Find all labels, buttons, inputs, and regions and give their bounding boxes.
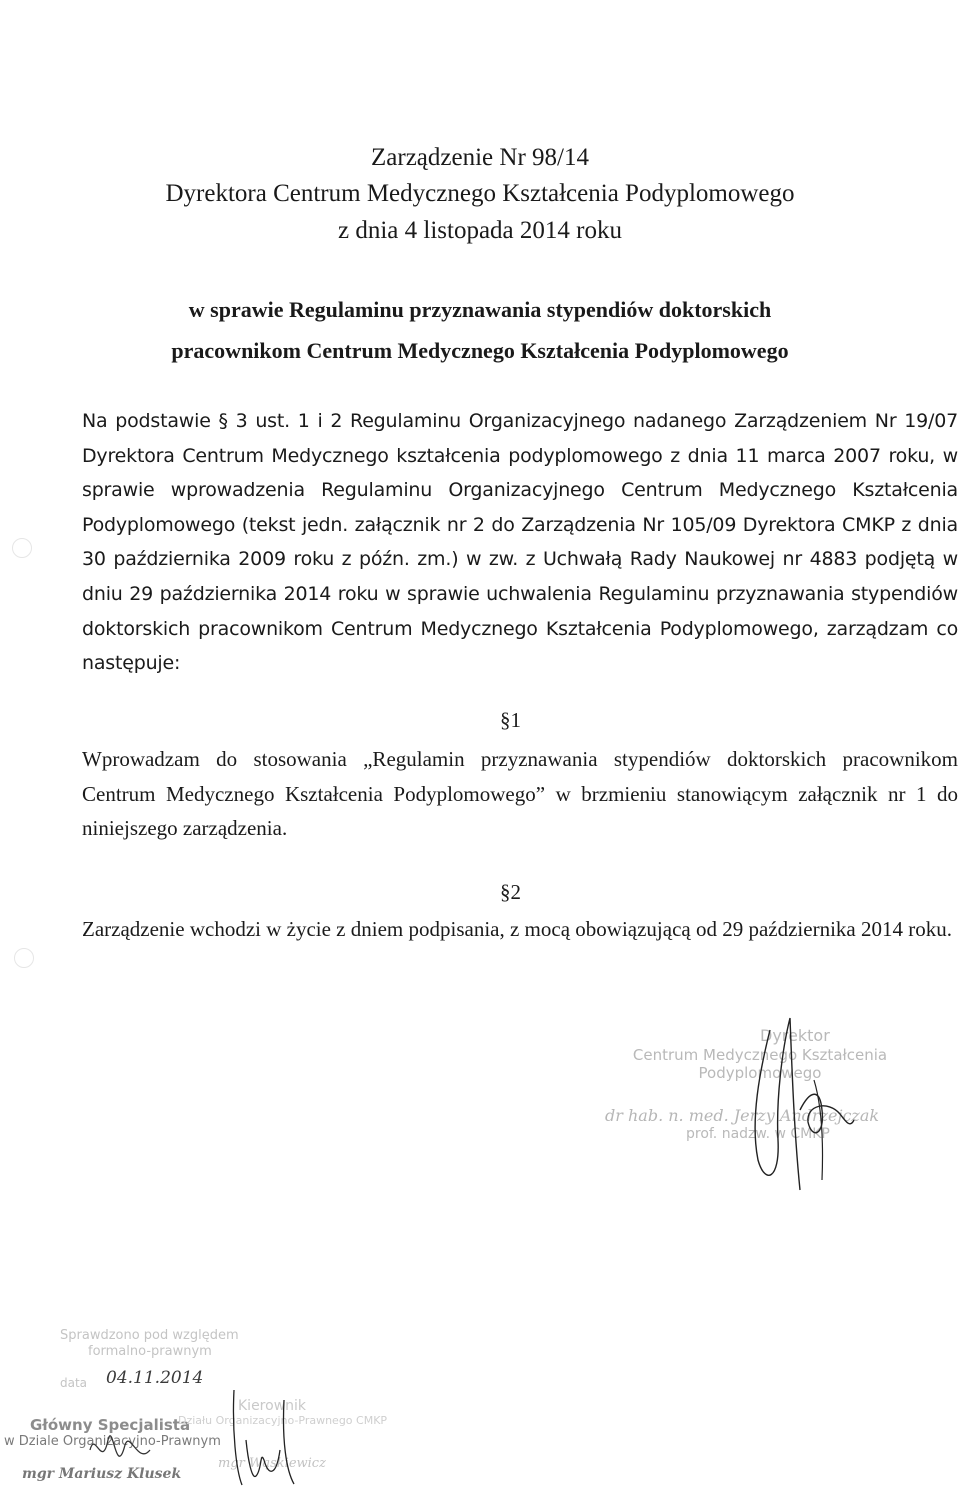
review-stamp-date-value: 04.11.2014 [106, 1368, 204, 1388]
director-stamp-title: Dyrektor [760, 1026, 830, 1045]
document-subject-line-2: pracownikom Centrum Medycznego Kształcenia Podyplomowego [171, 338, 789, 363]
section-1-text: Wprowadzam do stosowania „Regulamin przyznawania stypendiów doktorskich pracownikom Centrum Medycznego Kształcenia Podyplomowego” w brzmieniu stanowiącym załącznik nr 1 do niniejszego zarządzenia. [82, 747, 958, 841]
director-stamp-position: prof. nadzw. w CMKP [686, 1126, 830, 1142]
head-stamp-name: mgr Wąskiewicz [218, 1456, 326, 1471]
head-signature [222, 1380, 312, 1490]
punch-hole-bottom [14, 948, 34, 968]
review-stamp-line-2: formalno-prawnym [88, 1344, 212, 1359]
review-stamp-department: w Dziale Organizacyjno-Prawnym [4, 1434, 221, 1449]
reviewer-signature [80, 1410, 170, 1490]
review-stamp-title: Główny Specjalista [30, 1416, 191, 1434]
review-stamp-line-1: Sprawdzono pod względem [60, 1328, 239, 1343]
punch-hole-top [12, 538, 32, 558]
section-2-text: Zarządzenie wchodzi w życie z dniem podpisania, z mocą obowiązującą od 29 października 2014 roku. [82, 917, 952, 941]
review-stamp-date-label: data [60, 1376, 88, 1390]
document-title: Zarządzenie Nr 98/14 [371, 144, 589, 171]
section-2-mark: §2 [500, 880, 521, 904]
document-subject-line-1: w sprawie Regulaminu przyznawania stypendiów doktorskich [188, 297, 772, 322]
director-signature [730, 1010, 860, 1210]
preamble-paragraph: Na podstawie § 3 ust. 1 i 2 Regulaminu Organizacyjnego nadanego Zarządzeniem Nr 19/07 Dyrektora Centrum Medycznego kształcenia podyplomowego z dnia 11 marca 2007 roku, w sprawie wprowadzenia Regulaminu Organizacyjnego Centrum Medycznego Kształcenia Podyplomowego (tekst jedn. załącznik nr 2 do Zarządzenia Nr 105/09 Dyrektora CMKP z dnia 30 października 2009 roku z późn. zm.) w zw. z Uchwałą Rady Naukowej nr 4883 podjętą w dniu 29 października 2014 roku w sprawie uchwalenia Regulaminu przyznawania stypendiów doktorskich pracownikom Centrum Medycznego Kształcenia Podyplomowego, zarządzam co następuje: [82, 410, 958, 675]
document-date: z dnia 4 listopada 2014 roku [338, 217, 622, 244]
document-issuer: Dyrektora Centrum Medycznego Kształcenia Podyplomowego [165, 180, 795, 207]
director-stamp-name: dr hab. n. med. Jerzy Andrzejczak [605, 1106, 880, 1125]
section-1-mark: §1 [500, 708, 521, 732]
director-stamp-institution: Centrum Medycznego Kształcenia Podyplomowego [632, 1046, 888, 1082]
head-stamp-department: Działu Organizacyjno-Prawnego CMKP [178, 1414, 388, 1427]
review-stamp-name: mgr Mariusz Klusek [22, 1466, 182, 1482]
head-stamp-title: Kierownik [238, 1398, 307, 1414]
